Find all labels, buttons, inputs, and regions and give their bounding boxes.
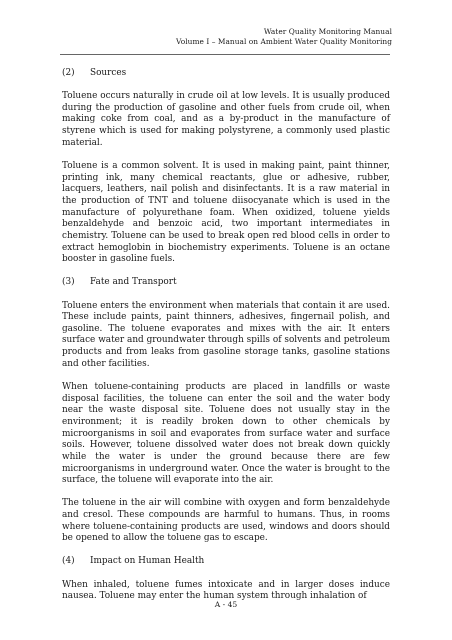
header-divider	[60, 54, 390, 55]
page-number: A - 45	[214, 600, 238, 609]
section-number: (3)	[62, 277, 75, 288]
section-title: Impact on Human Health	[90, 556, 205, 567]
section-number: (4)	[62, 556, 75, 567]
paragraph: When inhaled, toluene fumes intoxicate and in larger doses induce nausea. Toluene may enter the human system through inhalation of	[62, 579, 390, 602]
paragraph: Toluene occurs naturally in crude oil at low levels. It is usually produced during the production of gasoline and other fuels from crude oil, when making coke from coal, and as a by-product in the manufacture of styrene which is used for making polystyrene, a commonly used plastic material.	[62, 91, 390, 148]
paragraph: When toluene-containing products are placed in landfills or waste disposal facilities, the toluene can enter the soil and the water body near the waste disposal site. Toluene does not usually stay in the environment; it is readily broken down to other chemicals by microorganisms in soil and evaporates from surface water and surface soils. However, toluene dissolved water does not break down quickly while the water is under the ground because there are few microorganisms in underground water. Once the water is brought to the surface, the toluene will evaporate into the air.	[62, 381, 390, 486]
section-heading-fate-and-transport	[62, 277, 390, 289]
paragraph: Toluene is a common solvent. It is used in making paint, paint thinner, printing ink, many chemical reactants, glue or adhesive, rubber, lacquers, leathers, nail polish and disinfectants. It is a raw material in the production of TNT and toluene diisocyanate which is used in the manufacture of polyurethane foam. When oxidized, toluene yields benzaldehyde and benzoic acid, two important intermediates in chemistry. Toluene can be used to break open red blood cells in order to extract hemoglobin in biochemistry experiments. Toluene is an octane booster in gasoline fuels.	[62, 160, 390, 265]
section-number: (2)	[62, 68, 75, 78]
section-title: Fate and Transport	[90, 277, 177, 288]
header-volume-title: Volume I – Manual on Ambient Water Quality Monitoring	[176, 37, 392, 46]
page-body	[62, 68, 390, 614]
section-title: Sources	[90, 68, 127, 78]
running-header	[176, 27, 392, 47]
paragraph: Toluene enters the environment when materials that contain it are used. These include paints, paint thinners, adhesives, fingernail polish, and gasoline. The toluene evaporates and mixes with the air. It enters surface water and groundwater through spills of solvents and petroleum products and from leaks from gasoline storage tanks, gasoline stations and other facilities.	[62, 300, 390, 369]
paragraph: The toluene in the air will combine with oxygen and form benzaldehyde and cresol. These compounds are harmful to humans. Thus, in rooms where toluene-containing products are used, windows and doors should be opened to allow the toluene gas to escape.	[62, 498, 390, 544]
section-heading-sources	[62, 68, 390, 80]
header-manual-title: Water Quality Monitoring Manual	[263, 27, 392, 36]
section-heading-impact-on-human-health	[62, 556, 390, 568]
